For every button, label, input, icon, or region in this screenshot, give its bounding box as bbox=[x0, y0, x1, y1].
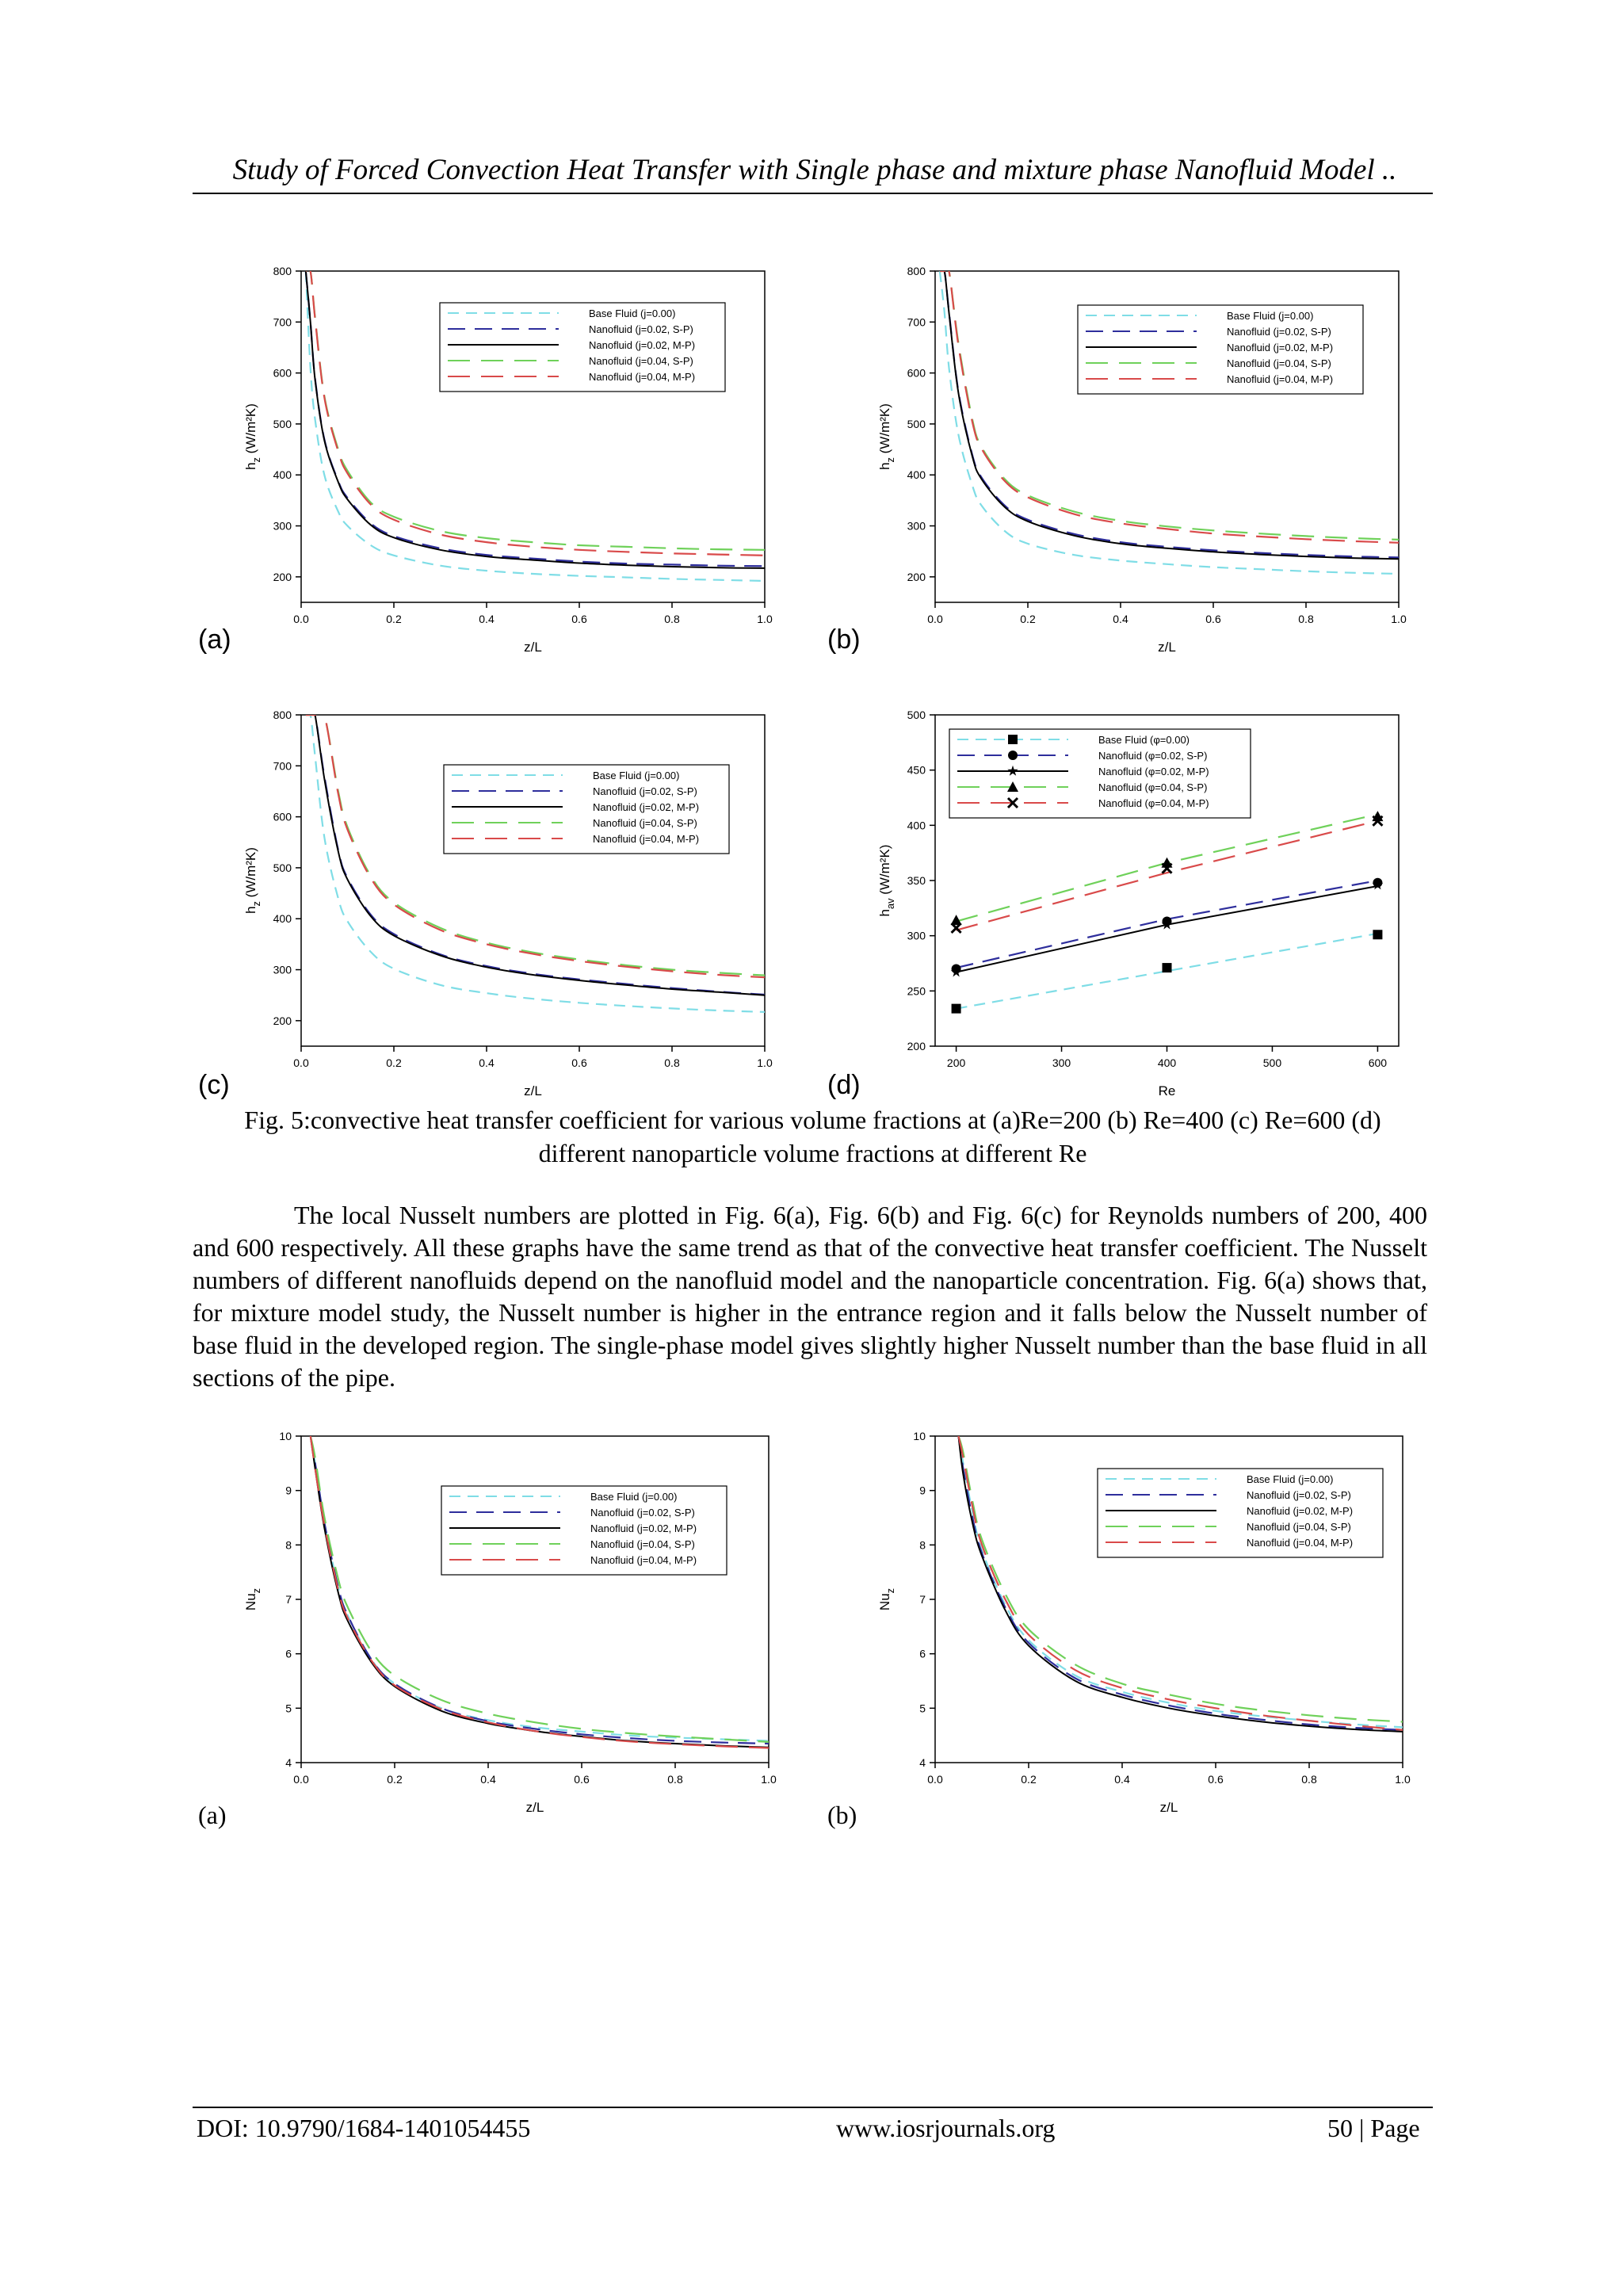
legend-entry: Nanofluid (j=0.04, S-P) bbox=[1227, 357, 1331, 369]
x-tick-label: 0.2 bbox=[386, 613, 402, 625]
y-axis-label: $h_{av}$ (W/m²K) bbox=[877, 844, 896, 917]
y-tick-label: 10 bbox=[279, 1430, 292, 1442]
chart-fig6b bbox=[848, 1427, 1419, 1823]
y-tick-label: 350 bbox=[907, 874, 926, 887]
plot-frame bbox=[301, 1436, 769, 1763]
y-tick-label: 5 bbox=[285, 1702, 292, 1715]
fig5b-svg bbox=[848, 262, 1419, 658]
y-tick-label: 400 bbox=[273, 912, 292, 926]
legend bbox=[440, 303, 725, 392]
legend-entry: Nanofluid (j=0.04, M-P) bbox=[1247, 1537, 1354, 1549]
x-tick-label: 0.2 bbox=[387, 1773, 403, 1786]
y-tick-label: 4 bbox=[285, 1756, 292, 1769]
header-divider bbox=[193, 193, 1433, 194]
panel-label-fig6b: (b) bbox=[827, 1801, 857, 1829]
series-line-1 bbox=[306, 712, 765, 1012]
legend-entry: Nanofluid (j=0.02, S-P) bbox=[593, 785, 697, 797]
x-tick-label: 0.2 bbox=[1020, 613, 1036, 625]
footer-website: www.iosrjournals.org bbox=[836, 2114, 1056, 2142]
x-tick-label: 400 bbox=[1157, 1056, 1177, 1069]
footer-page: 50 | Page bbox=[1327, 2114, 1420, 2142]
legend-entry: Nanofluid (j=0.02, S-P) bbox=[589, 323, 693, 335]
x-tick-label: 0.2 bbox=[386, 1056, 402, 1069]
legend-entry: Nanofluid (j=0.02, M-P) bbox=[1227, 342, 1334, 353]
figure5-caption-line1: Fig. 5:convective heat transfer coefficient for various volume fractions at (a)Re=200 (b) Re=400 (c) Re=600 (d) bbox=[244, 1106, 1381, 1134]
series-line-2 bbox=[311, 1436, 769, 1744]
legend-entry: Nanofluid (j=0.04, M-P) bbox=[1227, 373, 1334, 385]
chart-fig5b bbox=[848, 262, 1419, 658]
legend-entry: Nanofluid (j=0.04, S-P) bbox=[590, 1538, 695, 1550]
x-tick-label: 0.8 bbox=[1298, 613, 1314, 625]
y-axis-label: $h_z$ (W/m²K) bbox=[243, 403, 262, 470]
data-point bbox=[1373, 930, 1382, 939]
legend-entry: Nanofluid (j=0.04, S-P) bbox=[593, 817, 697, 829]
y-tick-label: 10 bbox=[913, 1430, 926, 1442]
x-axis-label: z/L bbox=[1158, 640, 1176, 655]
x-tick-label: 0.0 bbox=[293, 613, 309, 625]
panel-label-fig5d: (d) bbox=[827, 1070, 861, 1100]
x-tick-label: 0.6 bbox=[1205, 613, 1221, 625]
series-line-1 bbox=[311, 1436, 769, 1741]
y-tick-label: 300 bbox=[907, 929, 926, 942]
x-tick-label: 0.8 bbox=[667, 1773, 683, 1786]
y-tick-label: 9 bbox=[919, 1484, 926, 1497]
x-tick-label: 1.0 bbox=[757, 1056, 773, 1069]
legend-entry: Nanofluid (φ=0.02, S-P) bbox=[1098, 750, 1208, 762]
x-tick-label: 0.8 bbox=[664, 1056, 680, 1069]
legend-entry: Nanofluid (j=0.02, S-P) bbox=[1227, 326, 1331, 338]
y-tick-label: 500 bbox=[907, 709, 926, 721]
x-tick-label: 0.6 bbox=[571, 1056, 587, 1069]
fig5c-svg bbox=[214, 705, 785, 1102]
x-axis-label: z/L bbox=[1159, 1800, 1178, 1815]
y-tick-label: 500 bbox=[907, 417, 926, 430]
chart-fig5c bbox=[214, 705, 785, 1102]
x-tick-label: 0.4 bbox=[480, 1773, 496, 1786]
figure5-caption bbox=[193, 1103, 1433, 1170]
y-tick-label: 300 bbox=[273, 963, 292, 976]
y-tick-label: 200 bbox=[907, 1040, 926, 1052]
y-tick-label: 8 bbox=[919, 1538, 926, 1552]
legend-entry: Nanofluid (φ=0.02, M-P) bbox=[1098, 766, 1209, 777]
x-tick-label: 1.0 bbox=[761, 1773, 777, 1786]
legend bbox=[1098, 1469, 1383, 1557]
x-tick-label: 0.2 bbox=[1021, 1773, 1037, 1786]
x-axis-label: z/L bbox=[525, 1800, 544, 1815]
legend-entry: Base Fluid (j=0.00) bbox=[589, 308, 676, 319]
x-tick-label: 1.0 bbox=[1391, 613, 1407, 625]
y-tick-label: 300 bbox=[273, 519, 292, 533]
y-tick-label: 400 bbox=[907, 468, 926, 482]
x-tick-label: 0.4 bbox=[479, 613, 495, 625]
legend-entry: Base Fluid (j=0.00) bbox=[593, 770, 680, 781]
legend-entry: Nanofluid (φ=0.04, S-P) bbox=[1098, 781, 1208, 793]
legend-entry: Nanofluid (j=0.04, M-P) bbox=[593, 833, 700, 845]
panel-label-fig5a: (a) bbox=[198, 625, 231, 655]
legend-entry: Base Fluid (j=0.00) bbox=[1227, 310, 1314, 322]
data-point bbox=[1163, 963, 1172, 972]
legend-entry: Nanofluid (j=0.02, M-P) bbox=[1247, 1505, 1354, 1517]
legend-entry: Base Fluid (φ=0.00) bbox=[1098, 734, 1190, 746]
x-tick-label: 0.8 bbox=[1301, 1773, 1317, 1786]
panel-label-fig6a: (a) bbox=[198, 1801, 227, 1829]
y-tick-label: 500 bbox=[273, 861, 292, 874]
y-tick-label: 600 bbox=[273, 366, 292, 380]
y-tick-label: 400 bbox=[273, 468, 292, 482]
legend-entry: Nanofluid (j=0.04, S-P) bbox=[1247, 1521, 1351, 1533]
series-line-3 bbox=[311, 1436, 769, 1748]
series-line-4 bbox=[311, 1436, 769, 1742]
y-tick-label: 6 bbox=[919, 1647, 926, 1660]
series-line-5 bbox=[311, 1436, 769, 1748]
y-tick-label: 250 bbox=[907, 984, 926, 998]
y-tick-label: 700 bbox=[273, 759, 292, 773]
y-axis-label: $h_z$ (W/m²K) bbox=[877, 403, 896, 470]
x-tick-label: 0.4 bbox=[479, 1056, 495, 1069]
y-tick-label: 800 bbox=[273, 265, 292, 277]
series-line-3 bbox=[957, 886, 1378, 972]
y-tick-label: 8 bbox=[285, 1538, 292, 1552]
y-tick-label: 800 bbox=[273, 709, 292, 721]
chart-fig5a bbox=[214, 262, 785, 658]
x-axis-label: Re bbox=[1158, 1083, 1176, 1098]
x-tick-label: 200 bbox=[946, 1056, 966, 1069]
x-tick-label: 600 bbox=[1368, 1056, 1388, 1069]
panel-label-fig5b: (b) bbox=[827, 625, 861, 655]
x-tick-label: 0.0 bbox=[927, 613, 943, 625]
x-tick-label: 0.0 bbox=[293, 1773, 309, 1786]
x-tick-label: 0.6 bbox=[574, 1773, 590, 1786]
footer-doi: DOI: 10.9790/1684-1401054455 bbox=[197, 2114, 531, 2142]
legend-entry: Nanofluid (j=0.02, S-P) bbox=[1247, 1489, 1351, 1501]
y-tick-label: 9 bbox=[285, 1484, 292, 1497]
panel-label-fig5c: (c) bbox=[198, 1070, 230, 1100]
legend-entry: Nanofluid (j=0.04, M-P) bbox=[590, 1554, 697, 1566]
y-tick-label: 200 bbox=[907, 570, 926, 583]
y-axis-label: $Nu_z$ bbox=[877, 1587, 896, 1611]
legend-marker bbox=[1008, 735, 1018, 744]
legend-entry: Nanofluid (j=0.04, M-P) bbox=[589, 371, 696, 383]
chart-fig6a bbox=[214, 1427, 785, 1823]
y-tick-label: 400 bbox=[907, 819, 926, 832]
x-tick-label: 0.6 bbox=[1208, 1773, 1224, 1786]
fig5a-svg bbox=[214, 262, 785, 658]
legend-entry: Nanofluid (j=0.02, S-P) bbox=[590, 1507, 695, 1519]
x-tick-label: 0.0 bbox=[293, 1056, 309, 1069]
y-tick-label: 6 bbox=[285, 1647, 292, 1660]
legend bbox=[441, 1486, 727, 1575]
x-tick-label: 300 bbox=[1052, 1056, 1071, 1069]
body-paragraph: The local Nusselt numbers are plotted in Fig. 6(a), Fig. 6(b) and Fig. 6(c) for Reynolds numbers of 200, 400 and 600 respectively. All these graphs have the same trend as that of the convective heat transfer coefficient. The Nusselt numbers of different nanofluids depend on the nanofluid model and the nanoparticle concentration. Fig. 6(a) shows that, for mixture model study, the Nusselt number is higher in the entrance region and it falls below the Nusselt number of base fluid in the developed region. The single-phase model gives slightly higher Nusselt number than the base fluid in all sections of the pipe. bbox=[193, 1201, 1427, 1392]
data-point bbox=[952, 1004, 961, 1014]
chart-fig5d bbox=[848, 705, 1419, 1102]
x-tick-label: 500 bbox=[1262, 1056, 1282, 1069]
x-tick-label: 0.4 bbox=[1114, 1773, 1130, 1786]
y-tick-label: 600 bbox=[273, 810, 292, 823]
legend-entry: Nanofluid (j=0.02, M-P) bbox=[589, 339, 696, 351]
legend-marker bbox=[1008, 751, 1018, 760]
y-tick-label: 300 bbox=[907, 519, 926, 533]
legend-entry: Nanofluid (j=0.02, M-P) bbox=[593, 801, 700, 813]
y-tick-label: 700 bbox=[907, 315, 926, 329]
figure5-caption-line2: different nanoparticle volume fractions at different Re bbox=[538, 1139, 1087, 1167]
series-group bbox=[306, 709, 765, 1012]
y-axis-label: $h_z$ (W/m²K) bbox=[243, 847, 262, 914]
x-tick-label: 0.0 bbox=[927, 1773, 943, 1786]
x-tick-label: 0.8 bbox=[664, 613, 680, 625]
legend-entry: Nanofluid (φ=0.04, M-P) bbox=[1098, 797, 1209, 809]
legend bbox=[949, 729, 1251, 818]
x-axis-label: z/L bbox=[524, 1083, 542, 1098]
fig5d-svg bbox=[848, 705, 1419, 1102]
y-tick-label: 600 bbox=[907, 366, 926, 380]
y-tick-label: 200 bbox=[273, 570, 292, 583]
x-tick-label: 0.6 bbox=[571, 613, 587, 625]
x-tick-label: 1.0 bbox=[1395, 1773, 1411, 1786]
y-tick-label: 500 bbox=[273, 417, 292, 430]
y-tick-label: 5 bbox=[919, 1702, 926, 1715]
y-axis-label: $Nu_z$ bbox=[243, 1587, 262, 1611]
series-group bbox=[957, 814, 1378, 1008]
y-tick-label: 800 bbox=[907, 265, 926, 277]
y-tick-label: 7 bbox=[285, 1593, 292, 1606]
fig6a-svg bbox=[214, 1427, 785, 1823]
y-tick-label: 7 bbox=[919, 1593, 926, 1606]
legend bbox=[444, 765, 729, 854]
legend-entry: Nanofluid (j=0.02, M-P) bbox=[590, 1522, 697, 1534]
legend-entry: Base Fluid (j=0.00) bbox=[1247, 1473, 1334, 1485]
series-line-5 bbox=[957, 821, 1378, 930]
y-tick-label: 4 bbox=[919, 1756, 926, 1769]
legend bbox=[1078, 305, 1363, 394]
y-tick-label: 700 bbox=[273, 315, 292, 329]
footer-divider bbox=[193, 2107, 1433, 2108]
x-axis-label: z/L bbox=[524, 640, 542, 655]
fig6b-svg bbox=[848, 1427, 1419, 1823]
series-group bbox=[311, 1436, 769, 1748]
legend-entry: Nanofluid (j=0.04, S-P) bbox=[589, 355, 693, 367]
y-tick-label: 450 bbox=[907, 763, 926, 777]
legend-entry: Base Fluid (j=0.00) bbox=[590, 1491, 678, 1503]
x-tick-label: 0.4 bbox=[1113, 613, 1128, 625]
running-header: Study of Forced Convection Heat Transfer with Single phase and mixture phase Nanofluid Model .. bbox=[232, 154, 1397, 186]
y-tick-label: 200 bbox=[273, 1014, 292, 1027]
x-tick-label: 1.0 bbox=[757, 613, 773, 625]
